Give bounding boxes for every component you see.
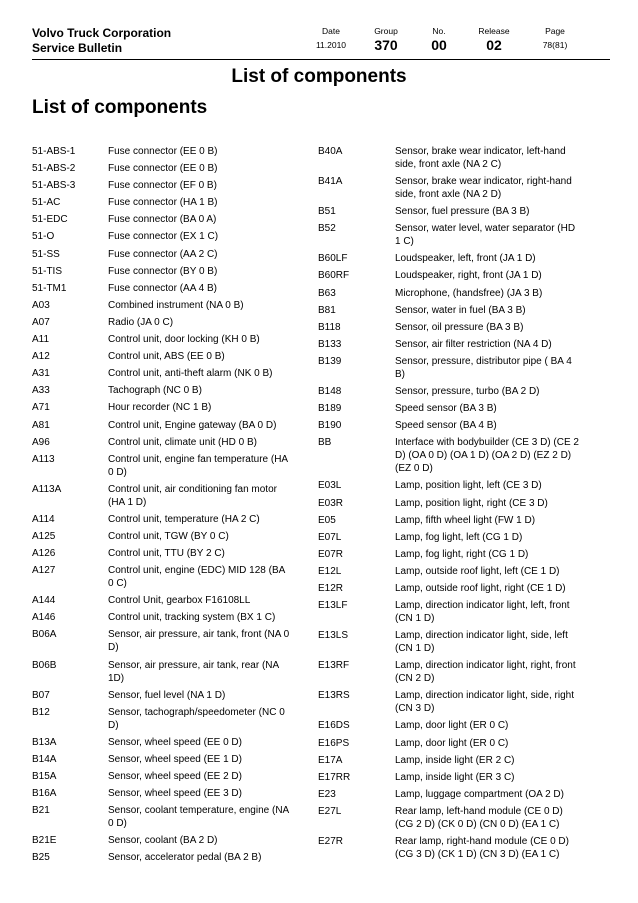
component-code: 51-ABS-2: [32, 163, 76, 175]
company-name: Volvo Truck Corporation: [32, 26, 172, 40]
component-description: Fuse connector (EE 0 B): [108, 163, 218, 175]
component-description: Hour recorder (NC 1 B): [108, 402, 212, 414]
component-description: Microphone, (handsfree) (JA 3 B): [395, 287, 543, 299]
company-block: [32, 26, 171, 56]
component-code: E23: [318, 788, 336, 800]
component-code: A144: [32, 595, 56, 607]
header-divider: [32, 59, 610, 60]
component-code: A125: [32, 530, 56, 542]
component-code: A12: [32, 351, 50, 363]
component-row: [32, 384, 292, 401]
component-code: E13LF: [318, 600, 348, 612]
component-description: Fuse connector (AA 4 B): [108, 282, 217, 294]
component-description: Lamp, direction indicator light, side, right (CN 3 D): [395, 690, 574, 715]
component-description: Sensor, oil pressure (BA 3 B): [395, 321, 524, 333]
component-code: A126: [32, 548, 56, 560]
component-row: [318, 479, 580, 496]
component-code: E16PS: [318, 737, 350, 749]
component-description: Fuse connector (EE 0 B): [108, 146, 218, 157]
date-cell: [308, 26, 354, 51]
component-description: Control unit, air conditioning fan motor (HA 1 D): [108, 483, 277, 508]
component-code: B15A: [32, 771, 57, 782]
component-row: [32, 706, 292, 736]
component-code: E05: [318, 514, 336, 526]
component-row: [32, 851, 292, 868]
component-description: Fuse connector (AA 2 C): [108, 248, 218, 260]
component-row: [318, 385, 580, 402]
component-row: [32, 483, 292, 513]
date-value: 11.2010: [315, 40, 347, 50]
component-code: A07: [32, 316, 50, 328]
date-label: Date: [322, 26, 340, 36]
bulletin-header: [32, 26, 610, 54]
component-code: B189: [318, 403, 342, 415]
component-description: Loudspeaker, right, front (JA 1 D): [395, 270, 542, 282]
components-column-left: [32, 145, 292, 868]
component-description: Control unit, door locking (KH 0 B): [108, 334, 260, 346]
component-description: Sensor, wheel speed (EE 1 D): [108, 753, 242, 765]
component-code: 51-O: [32, 231, 55, 243]
component-code: B63: [318, 287, 336, 299]
component-row: [32, 316, 292, 333]
component-code: A96: [32, 436, 50, 448]
component-row: [318, 402, 580, 419]
component-description: Lamp, fog light, left (CG 1 D): [395, 531, 523, 543]
component-code: 51-ABS-3: [32, 180, 76, 192]
component-row: [318, 719, 580, 736]
component-code: E17A: [318, 754, 343, 766]
component-description: Combined instrument (NA 0 B): [108, 299, 244, 311]
component-description: Fuse connector (BA 0 A): [108, 214, 217, 226]
component-row: [32, 594, 292, 611]
component-code: A71: [32, 402, 50, 414]
page-title: List of components: [231, 66, 407, 87]
component-code: B148: [318, 386, 342, 398]
component-code: E07L: [318, 531, 342, 543]
component-description: Loudspeaker, left, front (JA 1 D): [395, 253, 536, 265]
component-row: [32, 145, 292, 162]
component-code: B13A: [32, 736, 57, 748]
component-row: [318, 287, 580, 304]
component-row: [32, 248, 292, 265]
component-code: E27R: [318, 836, 344, 847]
component-code: E12R: [318, 582, 344, 594]
component-description: Tachograph (NC 0 B): [108, 385, 202, 397]
component-code: B60LF: [318, 253, 348, 265]
component-row: [318, 659, 580, 689]
component-description: Control unit, climate unit (HD 0 B): [108, 436, 257, 448]
component-row: [318, 788, 580, 805]
component-description: Speed sensor (BA 4 B): [395, 420, 497, 432]
component-code: B52: [318, 223, 336, 235]
number-value: 00: [431, 37, 447, 53]
component-code: E16DS: [318, 720, 350, 732]
component-row: [32, 401, 292, 418]
component-code: E17RR: [318, 771, 351, 783]
component-row: [318, 835, 580, 865]
component-description: Control unit, TTU (BY 2 C): [108, 548, 225, 560]
component-description: Lamp, fifth wheel light (FW 1 D): [395, 514, 536, 526]
components-column-right: [318, 145, 580, 865]
component-description: Radio (JA 0 C): [108, 316, 174, 328]
component-description: Lamp, door light (ER 0 C): [395, 737, 509, 749]
component-code: 51-ABS-1: [32, 146, 76, 157]
component-description: Lamp, fog light, right (CG 1 D): [395, 548, 529, 560]
component-code: B07: [32, 689, 50, 701]
component-row: [32, 564, 292, 594]
page-value: 78(81): [542, 40, 568, 50]
component-code: B41A: [318, 176, 343, 188]
component-code: B190: [318, 420, 342, 432]
component-row: [318, 338, 580, 355]
component-row: [318, 355, 580, 385]
component-description: Control unit, engine fan temperature (HA 0 D): [108, 453, 288, 478]
component-code: B60RF: [318, 270, 350, 282]
component-row: [318, 497, 580, 514]
component-description: Sensor, accelerator pedal (BA 2 B): [108, 852, 262, 864]
component-description: Rear lamp, right-hand module (CE 0 D) (CG 3 D) (CK 1 D) (CN 3 D) (EA 1 C): [395, 836, 569, 860]
component-description: Control Unit, gearbox F16108LL: [108, 595, 251, 607]
component-code: B21E: [32, 835, 57, 847]
component-row: [318, 548, 580, 565]
component-row: [318, 582, 580, 599]
component-row: [32, 804, 292, 834]
component-row: [318, 145, 580, 175]
component-row: [32, 230, 292, 247]
component-row: [32, 162, 292, 179]
component-row: [32, 547, 292, 564]
component-row: [318, 754, 580, 771]
component-row: [32, 513, 292, 530]
component-row: [32, 770, 292, 787]
component-code: B133: [318, 338, 342, 350]
group-cell: [368, 26, 404, 54]
component-description: Sensor, wheel speed (EE 2 D): [108, 771, 242, 782]
component-row: [318, 805, 580, 835]
component-row: [318, 436, 580, 479]
component-code: B51: [318, 206, 336, 218]
component-description: Sensor, pressure, distributor pipe ( BA 4 B): [395, 355, 572, 380]
component-code: B40A: [318, 146, 343, 157]
component-description: Sensor, air pressure, air tank, front (NA 0 D): [108, 629, 290, 654]
component-description: Control unit, ABS (EE 0 B): [108, 351, 225, 363]
component-row: [32, 367, 292, 384]
component-row: [32, 350, 292, 367]
group-value: 370: [374, 37, 398, 53]
component-code: A127: [32, 565, 56, 577]
component-code: B14A: [32, 753, 57, 765]
component-code: A33: [32, 385, 50, 397]
component-code: E13RS: [318, 690, 350, 702]
component-description: Sensor, fuel level (NA 1 D): [108, 689, 226, 701]
component-row: [32, 659, 292, 689]
component-code: 51-TIS: [32, 265, 63, 277]
component-description: Sensor, wheel speed (EE 0 D): [108, 736, 242, 748]
component-row: [318, 175, 580, 205]
component-code: E13RF: [318, 660, 350, 672]
page-cell: [532, 26, 578, 51]
component-row: [32, 213, 292, 230]
component-code: E12L: [318, 565, 342, 577]
component-code: 51-TM1: [32, 282, 67, 294]
component-description: Lamp, direction indicator light, left, front (CN 1 D): [395, 600, 570, 625]
component-description: Sensor, coolant temperature, engine (NA 0 D): [108, 805, 289, 830]
release-value: 02: [486, 37, 502, 53]
component-row: [318, 419, 580, 436]
component-description: Lamp, direction indicator light, right, front (CN 2 D): [395, 660, 576, 685]
component-code: E13LS: [318, 630, 349, 642]
component-description: Control unit, tracking system (BX 1 C): [108, 612, 276, 624]
component-code: B139: [318, 355, 342, 367]
component-code: A03: [32, 299, 50, 311]
component-code: B06B: [32, 659, 57, 671]
component-description: Sensor, pressure, turbo (BA 2 D): [395, 386, 540, 398]
component-code: 51-AC: [32, 197, 61, 209]
component-row: [32, 611, 292, 628]
component-row: [32, 753, 292, 770]
component-row: [318, 514, 580, 531]
component-description: Control unit, engine (EDC) MID 128 (BA 0 C): [108, 565, 285, 590]
component-row: [32, 179, 292, 196]
component-description: Lamp, position light, right (CE 3 D): [395, 497, 548, 509]
component-row: [32, 834, 292, 851]
component-code: E07R: [318, 548, 344, 560]
component-row: [318, 304, 580, 321]
component-description: Lamp, direction indicator light, side, left (CN 1 D): [395, 630, 568, 655]
component-code: A114: [32, 513, 55, 525]
component-row: [318, 737, 580, 754]
component-description: Sensor, tachograph/speedometer (NC 0 D): [108, 706, 285, 731]
component-row: [32, 265, 292, 282]
component-row: [32, 530, 292, 547]
component-description: Sensor, brake wear indicator, right-hand side, front axle (NA 2 D): [395, 176, 572, 201]
component-description: Lamp, luggage compartment (OA 2 D): [395, 788, 564, 800]
component-description: Lamp, outside roof light, left (CE 1 D): [395, 565, 560, 577]
component-row: [32, 196, 292, 213]
component-row: [32, 787, 292, 804]
component-row: [32, 333, 292, 350]
component-description: Sensor, coolant (BA 2 D): [108, 835, 218, 847]
component-description: Lamp, door light (ER 0 C): [395, 720, 509, 732]
component-code: B12: [32, 706, 50, 718]
component-description: Rear lamp, left-hand module (CE 0 D) (CG 2 D) (CK 0 D) (CN 0 D) (EA 1 C): [395, 805, 563, 830]
number-cell: [424, 26, 454, 54]
component-code: B118: [318, 321, 341, 333]
component-description: Lamp, position light, left (CE 3 D): [395, 480, 542, 492]
component-description: Lamp, inside light (ER 2 C): [395, 754, 515, 766]
group-label: Group: [374, 26, 398, 36]
component-code: B06A: [32, 629, 57, 641]
component-code: B25: [32, 852, 50, 864]
component-row: [318, 629, 580, 659]
component-description: Sensor, wheel speed (EE 3 D): [108, 788, 242, 800]
component-code: A113: [32, 453, 55, 465]
component-code: BB: [318, 437, 332, 449]
component-description: Control unit, anti-theft alarm (NK 0 B): [108, 368, 273, 380]
component-description: Control unit, Engine gateway (BA 0 D): [108, 419, 277, 431]
component-description: Fuse connector (EX 1 C): [108, 231, 219, 243]
component-row: [32, 299, 292, 316]
component-description: Control unit, TGW (BY 0 C): [108, 530, 229, 542]
component-row: [318, 205, 580, 222]
component-code: E27L: [318, 805, 342, 817]
component-description: Lamp, inside light (ER 3 C): [395, 771, 515, 783]
component-row: [318, 222, 580, 252]
component-row: [318, 269, 580, 286]
component-code: A31: [32, 368, 50, 380]
component-row: [32, 419, 292, 436]
component-row: [32, 628, 292, 658]
component-row: [32, 689, 292, 706]
component-row: [32, 736, 292, 753]
component-description: Interface with bodybuilder (CE 3 D) (CE 2 D) (OA 0 D) (OA 1 D) (OA 2 D) (EZ 2 D) (EZ 0 D): [395, 437, 579, 475]
component-code: 51-EDC: [32, 214, 68, 226]
component-code: B21: [32, 805, 50, 817]
component-row: [318, 565, 580, 582]
component-description: Sensor, brake wear indicator, left-hand side, front axle (NA 2 C): [395, 146, 566, 170]
release-label: Release: [478, 26, 510, 36]
release-cell: [472, 26, 516, 54]
component-description: Fuse connector (HA 1 B): [108, 197, 218, 209]
section-title: List of components: [32, 97, 208, 118]
component-code: A81: [32, 419, 50, 431]
component-code: B16A: [32, 788, 57, 800]
component-code: E03L: [318, 480, 342, 492]
component-row: [318, 252, 580, 269]
component-row: [318, 771, 580, 788]
component-row: [32, 282, 292, 299]
number-label: No.: [432, 26, 446, 36]
component-row: [318, 321, 580, 338]
component-description: Sensor, water level, water separator (HD 1 C): [395, 223, 576, 248]
component-code: E03R: [318, 497, 344, 509]
component-row: [318, 689, 580, 719]
component-description: Control unit, temperature (HA 2 C): [108, 513, 260, 525]
component-description: Sensor, air pressure, air tank, rear (NA 1D): [108, 659, 279, 684]
document-type: Service Bulletin: [32, 41, 123, 55]
component-row: [318, 599, 580, 629]
component-description: Lamp, outside roof light, right (CE 1 D): [395, 582, 566, 594]
component-row: [318, 531, 580, 548]
component-code: A11: [32, 334, 50, 346]
component-description: Sensor, air filter restriction (NA 4 D): [395, 338, 552, 350]
component-row: [32, 436, 292, 453]
component-code: A146: [32, 612, 56, 624]
component-code: B81: [318, 304, 336, 316]
component-description: Fuse connector (EF 0 B): [108, 180, 217, 192]
component-code: A113A: [32, 483, 62, 495]
component-row: [32, 453, 292, 483]
component-description: Fuse connector (BY 0 B): [108, 265, 218, 277]
component-description: Sensor, fuel pressure (BA 3 B): [395, 206, 530, 218]
page-label: Page: [545, 26, 565, 36]
component-code: 51-SS: [32, 248, 60, 260]
component-description: Sensor, water in fuel (BA 3 B): [395, 304, 526, 316]
component-description: Speed sensor (BA 3 B): [395, 403, 497, 415]
